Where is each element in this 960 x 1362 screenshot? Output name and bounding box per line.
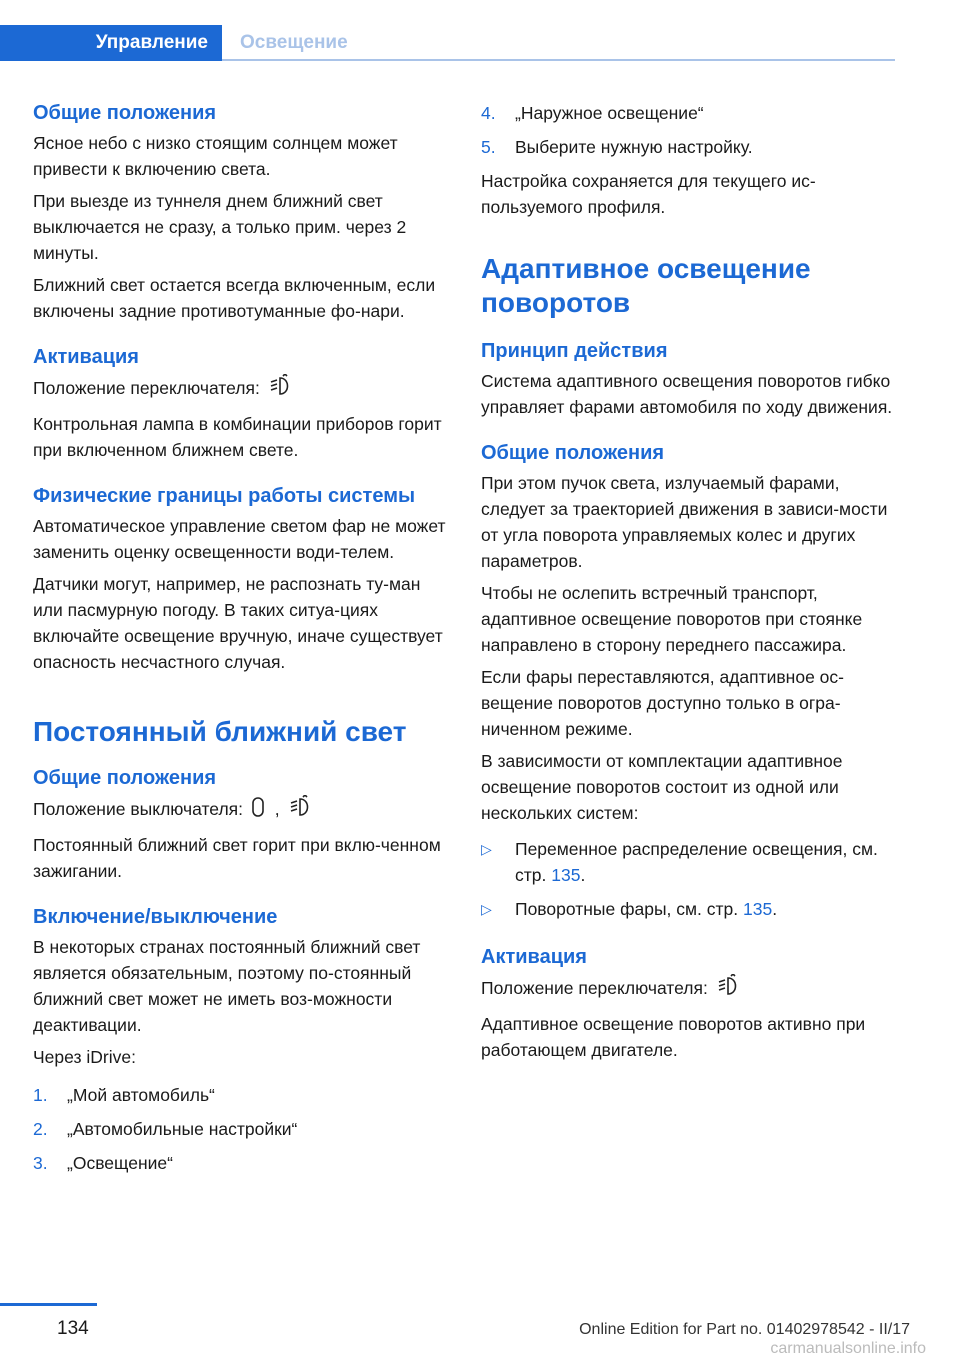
paragraph-idrive: Через iDrive: xyxy=(33,1047,136,1067)
paragraph-saved: Настройка сохраняется для текущего ис-пользуемого профиля. xyxy=(481,171,816,217)
paragraph-on-off: В некоторых странах постоянный ближний свет является обязательным, поэтому по-стоянный ближний свет может не иметь воз-можности деактивации. xyxy=(33,937,421,1035)
step-number: 5. xyxy=(481,137,496,157)
systems-list xyxy=(481,836,896,922)
switch-separator: , xyxy=(274,799,280,820)
step-text: „Освещение“ xyxy=(67,1153,173,1173)
paragraph-switch-position-3 xyxy=(481,974,896,1005)
switch-position-label: Положение переключателя: xyxy=(33,378,260,399)
switch-position-label-2: Положение выключателя: xyxy=(33,799,244,820)
heading-limits: Физические границы работы системы xyxy=(33,485,416,507)
page-link[interactable]: 135 xyxy=(742,899,773,919)
paragraph-sun: Ясное небо с низко стоящим солнцем может привести к включению света. xyxy=(33,133,398,179)
step-number: 1. xyxy=(33,1085,48,1105)
section-tab-lighting: Освещение xyxy=(240,32,348,53)
page-link[interactable]: 135 xyxy=(551,865,581,885)
paragraph-parking: Чтобы не ослепить встречный транспорт, адаптивное освещение поворотов при стоянке направлено в сторону переднего пассажира. xyxy=(481,583,863,655)
step-text: Выберите нужную настройку. xyxy=(515,137,753,157)
list-item xyxy=(33,1116,448,1142)
heading-principle: Принцип действия xyxy=(481,340,668,362)
list-item xyxy=(33,1150,448,1176)
list-item xyxy=(481,836,896,888)
list-item xyxy=(481,134,896,160)
paragraph-fog: Ближний свет остается всегда включенным, если включены задние противотуманные фо-нари. xyxy=(33,275,436,321)
paragraph-limits-1: Автоматическое управление светом фар не может заменить оценку освещенности води-телем. xyxy=(33,516,446,562)
paragraph-switch-position-2 xyxy=(33,795,448,826)
right-column xyxy=(481,100,896,1063)
list-item xyxy=(33,1082,448,1108)
bullet-text: Поворотные фары, см. стр. xyxy=(515,899,743,919)
heading-on-off: Включение/выключение xyxy=(33,906,278,928)
paragraph-beam: При этом пучок света, излучаемый фарами, следует за траекторией движения в зависи-мости от угла поворота управляемых колес и других параметров. xyxy=(481,473,888,571)
heading-general-1: Общие положения xyxy=(33,102,217,124)
footer-accent-line xyxy=(0,1303,97,1306)
heading-general-2: Общие положения xyxy=(33,767,217,789)
auto-light-switch-icon xyxy=(713,974,743,1005)
list-item xyxy=(481,896,896,922)
step-number: 3. xyxy=(33,1153,48,1173)
step-text: „Автомобильные настройки“ xyxy=(67,1119,298,1139)
step-number: 4. xyxy=(481,103,496,123)
bullet-triangle-icon: ▷ xyxy=(481,901,492,917)
section-tab-control: Управление xyxy=(0,25,222,61)
paragraph-constant: Постоянный ближний свет горит при вклю-ченном зажигании. xyxy=(33,835,441,881)
header-divider xyxy=(222,59,895,61)
heading-general: Общие положения xyxy=(481,442,665,464)
page-header xyxy=(0,25,895,61)
page-number: 134 xyxy=(57,1318,89,1339)
paragraph-tunnel: При выезде из туннеля днем ближний свет выключается не сразу, а только прим. через 2 минуты. xyxy=(33,191,407,263)
bullet-text: Переменное распределение освещения, см. стр. xyxy=(515,839,878,885)
bullet-end: . xyxy=(580,865,586,885)
edition-info: Online Edition for Part no. 01402978542 - II/17 xyxy=(579,1321,910,1338)
bullet-triangle-icon: ▷ xyxy=(481,841,492,857)
paragraph-switch-position xyxy=(33,374,448,405)
auto-light-switch-icon xyxy=(285,795,315,826)
paragraph-equipment: В зависимости от комплектации адаптивное освещение поворотов состоит из одной или нескольких систем: xyxy=(481,751,843,823)
left-column xyxy=(33,100,448,1176)
watermark: carmanualsonline.info xyxy=(770,1340,926,1357)
list-item xyxy=(481,100,896,126)
paragraph-principle: Система адаптивного освещения поворотов гибко управляет фарами автомобиля по ходу движения. xyxy=(481,371,893,417)
light-off-icon xyxy=(248,795,270,826)
paragraph-indicator-lamp: Контрольная лампа в комбинации приборов горит при включенном ближнем свете. xyxy=(33,414,442,460)
idrive-steps-list xyxy=(33,1082,448,1176)
paragraph-limits-2: Датчики могут, например, не распознать ту-ман или пасмурную погоду. В таких ситуа-циях включайте освещение вручную, иначе существует опасность несчастного случая. xyxy=(33,574,443,672)
heading-constant-low-beam: Постоянный ближний свет xyxy=(33,716,407,747)
step-number: 2. xyxy=(33,1119,48,1139)
bullet-end: . xyxy=(772,899,778,919)
heading-activation: Активация xyxy=(33,346,139,368)
switch-position-label-3: Положение переключателя: xyxy=(481,978,708,999)
step-text: „Мой автомобиль“ xyxy=(67,1085,215,1105)
idrive-steps-list-continued xyxy=(481,100,896,160)
paragraph-adjust: Если фары переставляются, адаптивное ос-вещение поворотов доступно только в огра-ниченном режиме. xyxy=(481,667,844,739)
heading-adaptive-lighting: Адаптивное освещение поворотов xyxy=(481,253,811,318)
heading-activation-2: Активация xyxy=(481,946,587,968)
paragraph-active: Адаптивное освещение поворотов активно при работающем двигателе. xyxy=(481,1014,866,1060)
step-text: „Наружное освещение“ xyxy=(515,103,704,123)
auto-light-switch-icon xyxy=(265,374,295,405)
